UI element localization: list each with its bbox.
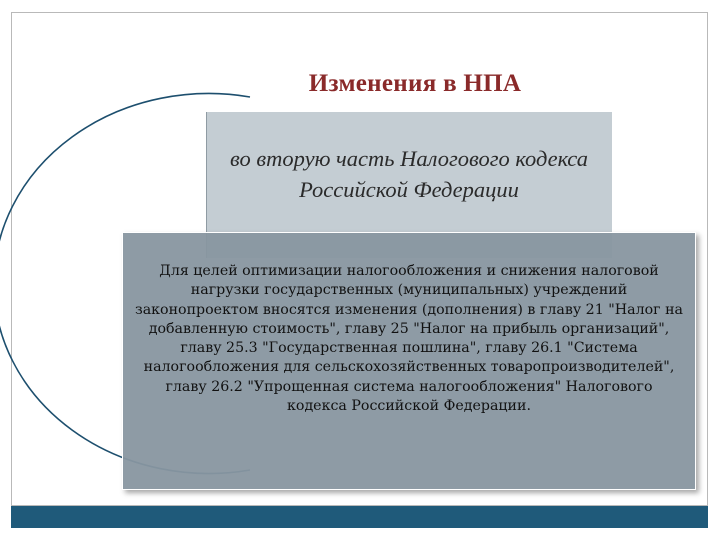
bottom-bar xyxy=(11,506,708,528)
subtitle-text: во вторую часть Налогового кодекса Российской Федерации xyxy=(230,146,588,202)
body-text: Для целей оптимизации налогообложения и снижения налоговой нагрузки государственных (муниципальных) учреждений законопроектом вносятся изменения (дополнения) в главу 21 "Налог на добавленную стоимость", главу 25 "Налог на прибыль организаций", главу 25.3 "Государственная пошлина", главу 26.1 "Система налогообложения для сельскохозяйственных товаропроизводителей", главу 26.2 "Упрощенная система налогообложения" Налогового кодекса Российской Федерации. xyxy=(134,263,684,415)
slide-title: Изменения в НПА xyxy=(308,70,522,97)
